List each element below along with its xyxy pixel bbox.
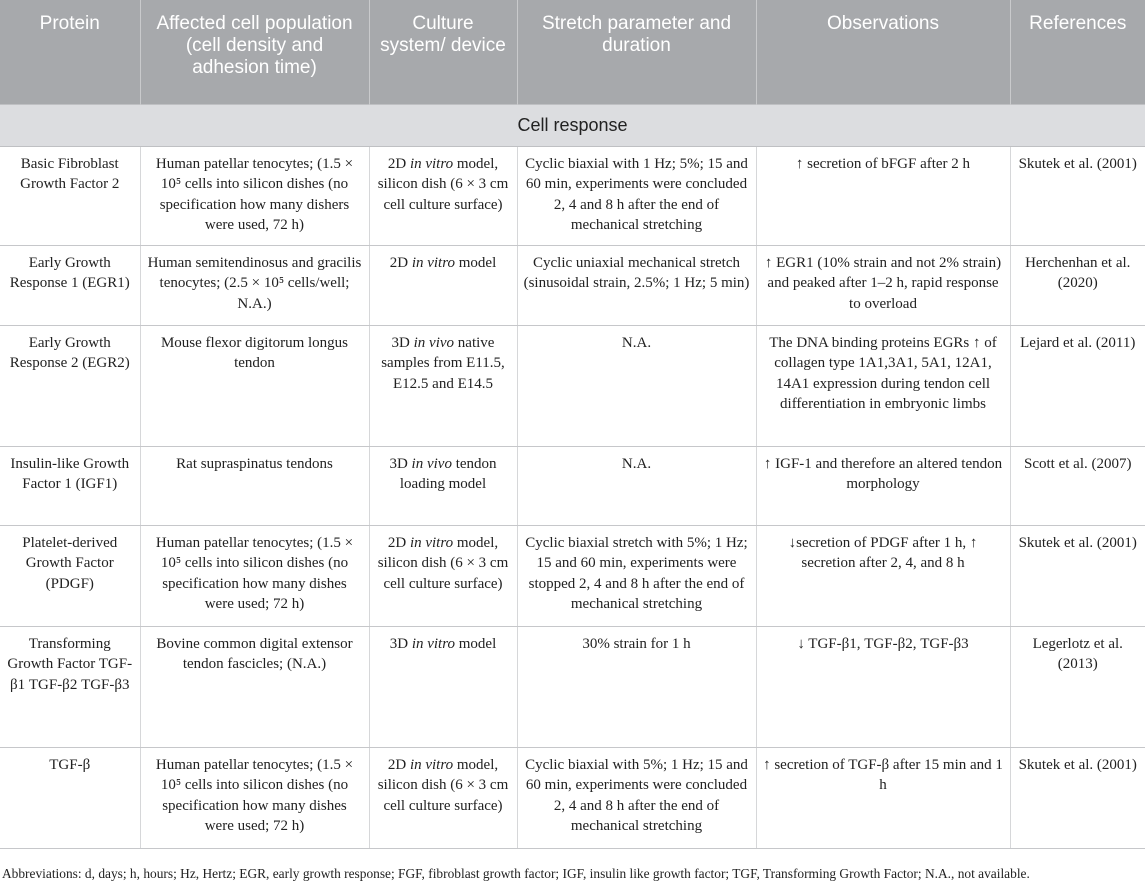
cell-observations: ↑ IGF-1 and therefore an altered tendon morphology xyxy=(756,446,1010,525)
table-row xyxy=(0,525,1145,626)
cell-culture xyxy=(369,626,517,747)
cell-stretch: N.A. xyxy=(517,325,756,446)
culture-suffix: model, silicon dish (6 × 3 cm cell culture surface) xyxy=(377,534,509,592)
culture-prefix: 2D xyxy=(387,534,410,551)
section-label: Cell response xyxy=(0,104,1145,146)
header-references: References xyxy=(1010,0,1145,104)
cell-stretch: Cyclic uniaxial mechanical stretch (sinusoidal strain, 2.5%; 1 Hz; 5 min) xyxy=(517,245,756,325)
culture-italic: in vitro xyxy=(409,534,454,551)
cell-reference: Skutek et al. (2001) xyxy=(1010,525,1145,626)
culture-suffix: model xyxy=(455,254,497,271)
culture-italic: in vitro xyxy=(409,756,454,773)
cell-culture xyxy=(369,446,517,525)
header-row xyxy=(0,0,1145,104)
abbreviations-footnote: Abbreviations: d, days; h, hours; Hz, Hertz; EGR, early growth response; FGF, fibroblast growth factor; IGF, insulin like growth factor; TGF, Transforming Growth Factor; N.A., not available. xyxy=(2,866,1030,881)
cell-stretch: Cyclic biaxial with 1 Hz; 5%; 15 and 60 min, experiments were concluded 2, 4 and 8 h after the end of mechanical stretching xyxy=(517,146,756,245)
culture-prefix: 3D xyxy=(389,635,412,652)
cell-culture xyxy=(369,525,517,626)
header-observations: Observations xyxy=(756,0,1010,104)
culture-prefix: 2D xyxy=(389,254,412,271)
cell-population: Human patellar tenocytes; (1.5 × 10⁵ cells into silicon dishes (no specification how many dishes were used; 72 h) xyxy=(140,747,369,848)
culture-prefix: 3D xyxy=(389,455,412,472)
table-row xyxy=(0,146,1145,245)
cell-protein: TGF-β xyxy=(0,747,140,848)
culture-italic: in vitro xyxy=(411,254,456,271)
culture-suffix: tendon loading model xyxy=(399,455,497,492)
culture-prefix: 2D xyxy=(387,756,410,773)
header-culture-system: Culture system/ device xyxy=(369,0,517,104)
cell-protein: Early Growth Response 1 (EGR1) xyxy=(0,245,140,325)
culture-suffix: model xyxy=(455,635,497,652)
culture-italic: in vitro xyxy=(411,635,456,652)
culture-prefix: 2D xyxy=(387,155,410,172)
table-body xyxy=(0,104,1145,848)
culture-suffix: model, silicon dish (6 × 3 cm cell culture surface) xyxy=(377,756,509,814)
cell-reference: Skutek et al. (2001) xyxy=(1010,747,1145,848)
cell-population: Human semitendinosus and gracilis tenocytes; (2.5 × 10⁵ cells/well; N.A.) xyxy=(140,245,369,325)
cell-population: Human patellar tenocytes; (1.5 × 10⁵ cells into silicon dishes (no specification how many dishers were used, 72 h) xyxy=(140,146,369,245)
cell-stretch: Cyclic biaxial stretch with 5%; 1 Hz; 15 and 60 min, experiments were stopped 2, 4 and 8 h after the end of mechanical stretching xyxy=(517,525,756,626)
cell-population: Bovine common digital extensor tendon fascicles; (N.A.) xyxy=(140,626,369,747)
culture-prefix: 3D xyxy=(391,334,414,351)
cell-observations: ↑ secretion of TGF-β after 15 min and 1 h xyxy=(756,747,1010,848)
table-row xyxy=(0,245,1145,325)
cell-reference: Skutek et al. (2001) xyxy=(1010,146,1145,245)
header-protein: Protein xyxy=(0,0,140,104)
cell-stretch: Cyclic biaxial with 5%; 1 Hz; 15 and 60 min, experiments were concluded 2, 4 and 8 h after the end of mechanical stretching xyxy=(517,747,756,848)
culture-suffix: model, silicon dish (6 × 3 cm cell culture surface) xyxy=(377,155,509,213)
table-header xyxy=(0,0,1145,104)
culture-italic: in vivo xyxy=(413,334,455,351)
table-row xyxy=(0,325,1145,446)
cell-culture xyxy=(369,245,517,325)
cell-culture xyxy=(369,146,517,245)
cell-reference: Scott et al. (2007) xyxy=(1010,446,1145,525)
culture-italic: in vitro xyxy=(409,155,454,172)
cell-reference: Herchenhan et al. (2020) xyxy=(1010,245,1145,325)
cell-stretch: N.A. xyxy=(517,446,756,525)
cell-population: Rat supraspinatus tendons xyxy=(140,446,369,525)
cell-observations: ↑ secretion of bFGF after 2 h xyxy=(756,146,1010,245)
table-row xyxy=(0,747,1145,848)
table-row xyxy=(0,626,1145,747)
cell-protein: Basic Fibroblast Growth Factor 2 xyxy=(0,146,140,245)
cell-culture xyxy=(369,325,517,446)
cell-observations: ↑ EGR1 (10% strain and not 2% strain) and peaked after 1–2 h, rapid response to overload xyxy=(756,245,1010,325)
header-affected-cell-population: Affected cell population (cell density and adhesion time) xyxy=(140,0,369,104)
cell-observations: ↓secretion of PDGF after 1 h, ↑ secretion after 2, 4, and 8 h xyxy=(756,525,1010,626)
culture-italic: in vivo xyxy=(411,455,452,472)
cell-population: Human patellar tenocytes; (1.5 × 10⁵ cells into silicon dishes (no specification how many dishes were used; 72 h) xyxy=(140,525,369,626)
cell-stretch: 30% strain for 1 h xyxy=(517,626,756,747)
cell-population: Mouse flexor digitorum longus tendon xyxy=(140,325,369,446)
cell-culture xyxy=(369,747,517,848)
cell-protein: Platelet-derived Growth Factor (PDGF) xyxy=(0,525,140,626)
cell-protein: Transforming Growth Factor TGF-β1 TGF-β2 TGF-β3 xyxy=(0,626,140,747)
cell-protein: Insulin-like Growth Factor 1 (IGF1) xyxy=(0,446,140,525)
header-stretch-parameter: Stretch parameter and duration xyxy=(517,0,756,104)
table-row xyxy=(0,446,1145,525)
cell-reference: Lejard et al. (2011) xyxy=(1010,325,1145,446)
cell-protein: Early Growth Response 2 (EGR2) xyxy=(0,325,140,446)
cell-observations: The DNA binding proteins EGRs ↑ of collagen type 1A1,3A1, 5A1, 12A1, 14A1 expression during tendon cell differentiation in embryonic limbs xyxy=(756,325,1010,446)
cell-reference: Legerlotz et al. (2013) xyxy=(1010,626,1145,747)
culture-suffix: native samples from E11.5, E12.5 and E14.5 xyxy=(381,334,505,392)
cell-observations: ↓ TGF-β1, TGF-β2, TGF-β3 xyxy=(756,626,1010,747)
section-row xyxy=(0,104,1145,146)
